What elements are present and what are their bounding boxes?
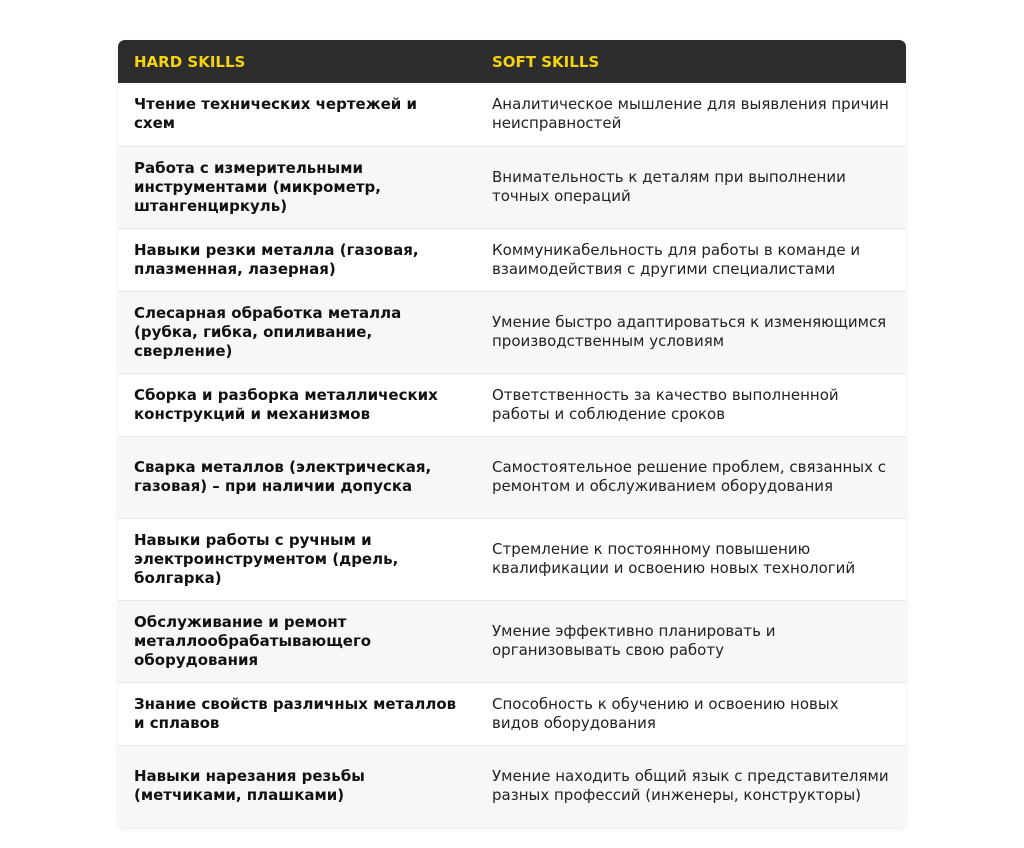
hard-skill-cell: Обслуживание и ремонт металлообрабатывающего оборудования <box>118 600 476 682</box>
table-row <box>118 600 906 682</box>
soft-skill-cell: Ответственность за качество выполненной работы и соблюдение сроков <box>476 373 906 436</box>
hard-skill-cell: Слесарная обработка металла (рубка, гибка, опиливание, сверление) <box>118 291 476 373</box>
soft-skill-cell: Внимательность к деталям при выполнении точных операций <box>476 146 906 228</box>
soft-skill-cell: Умение быстро адаптироваться к изменяющимся производственным условиям <box>476 291 906 373</box>
table-header-row <box>118 40 906 83</box>
skills-table <box>118 40 906 827</box>
hard-skill-cell: Сварка металлов (электрическая, газовая) – при наличии допуска <box>118 436 476 518</box>
table-row <box>118 228 906 291</box>
table-row <box>118 745 906 827</box>
soft-skills-header: SOFT SKILLS <box>476 40 906 83</box>
soft-skill-cell: Самостоятельное решение проблем, связанных с ремонтом и обслуживанием оборудования <box>476 436 906 518</box>
hard-skills-header: HARD SKILLS <box>118 40 476 83</box>
soft-skill-cell: Коммуникабельность для работы в команде и взаимодействия с другими специалистами <box>476 228 906 291</box>
table-row <box>118 436 906 518</box>
hard-skill-cell: Чтение технических чертежей и схем <box>118 83 476 146</box>
table-row <box>118 83 906 146</box>
soft-skill-cell: Аналитическое мышление для выявления причин неисправностей <box>476 83 906 146</box>
table-row <box>118 682 906 745</box>
soft-skill-cell: Стремление к постоянному повышению квалификации и освоению новых технологий <box>476 518 906 600</box>
soft-skill-cell: Способность к обучению и освоению новых видов оборудования <box>476 682 906 745</box>
hard-skill-cell: Знание свойств различных металлов и сплавов <box>118 682 476 745</box>
table-row <box>118 146 906 228</box>
hard-skill-cell: Навыки резки металла (газовая, плазменная, лазерная) <box>118 228 476 291</box>
skills-table-card <box>118 40 906 827</box>
table-row <box>118 373 906 436</box>
table-row <box>118 518 906 600</box>
soft-skill-cell: Умение находить общий язык с представителями разных профессий (инженеры, конструкторы) <box>476 745 906 827</box>
hard-skill-cell: Сборка и разборка металлических конструкций и механизмов <box>118 373 476 436</box>
hard-skill-cell: Навыки нарезания резьбы (метчиками, плашками) <box>118 745 476 827</box>
hard-skill-cell: Работа с измерительными инструментами (микрометр, штангенциркуль) <box>118 146 476 228</box>
soft-skill-cell: Умение эффективно планировать и организовывать свою работу <box>476 600 906 682</box>
table-row <box>118 291 906 373</box>
hard-skill-cell: Навыки работы с ручным и электроинструментом (дрель, болгарка) <box>118 518 476 600</box>
